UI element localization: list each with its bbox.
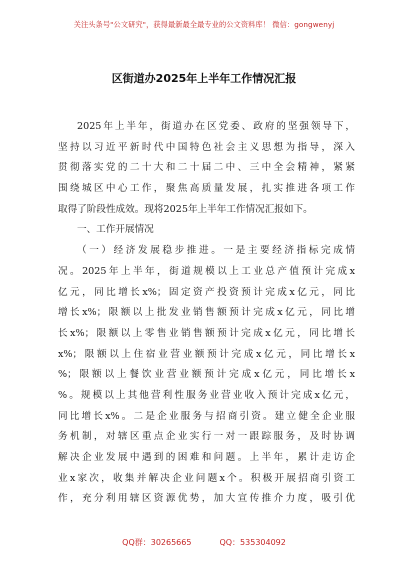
body-line: %。规模以上其他营利性服务业营业收入预计完成x亿元， xyxy=(58,389,355,401)
document-title: 区街道办2025年上半年工作情况汇报 xyxy=(111,72,297,85)
section-heading: 一、工作开展情况 xyxy=(77,224,154,236)
body-line: 增长x%；限额以上批发业销售额预计完成x亿元，同比增 xyxy=(58,307,355,319)
body-line: 坚持以习近平新时代中国特色社会主义思想为指导，深入 xyxy=(58,141,355,153)
header-banner: 关注头条号"公文研究"，获得最新最全最专业的公文资料库！ 微信：gongwenyj xyxy=(73,20,335,29)
body-line: 贯彻落实党的二十大和二十届二中、三中全会精神，紧紧 xyxy=(58,162,355,174)
body-line: 取得了阶段性成效。现将2025年上半年工作情况汇报如下。 xyxy=(58,203,313,215)
body-line: 2025年上半年，街道办在区党委、政府的坚强领导下， xyxy=(77,121,355,132)
body-line: 长x%；限额以上零售业销售额预计完成x亿元，同比增长 xyxy=(58,327,355,339)
body-line: %；限额以上餐饮业营业额预计完成x亿元，同比增长x xyxy=(58,369,355,381)
body-line: 务机制，对辖区重点企业实行一对一跟踪服务，及时协调 xyxy=(58,431,355,443)
body-line: 业x家次，收集并解决企业问题x个。积极开展招商引资工 xyxy=(58,472,355,484)
body-line: （一）经济发展稳步推进。一是主要经济指标完成情 xyxy=(77,245,355,257)
footer-qq: QQ：535304092 xyxy=(219,538,286,547)
footer-contact xyxy=(0,537,408,548)
document-body xyxy=(58,117,355,510)
body-line: x%；限额以上住宿业营业额预计完成x亿元，同比增长x xyxy=(58,348,355,360)
body-line: 解决企业发展中遇到的困难和问题。上半年，累计走访企 xyxy=(58,452,355,463)
body-line: 围绕城区中心工作，聚焦高质量发展，扎实推进各项工作 xyxy=(58,183,355,195)
body-line: 作，充分利用辖区资源优势，加大宣传推介力度，吸引优 xyxy=(58,493,355,505)
body-line: 亿元，同比增长x%；固定资产投资预计完成x亿元，同比 xyxy=(58,286,355,298)
footer-qq-group: QQ群：30265665 xyxy=(122,538,192,547)
body-line: 同比增长x%。二是企业服务与招商引资。建立健全企业服 xyxy=(58,410,355,422)
body-line: 况。2025年上半年，街道规模以上工业总产值预计完成x xyxy=(58,265,355,277)
